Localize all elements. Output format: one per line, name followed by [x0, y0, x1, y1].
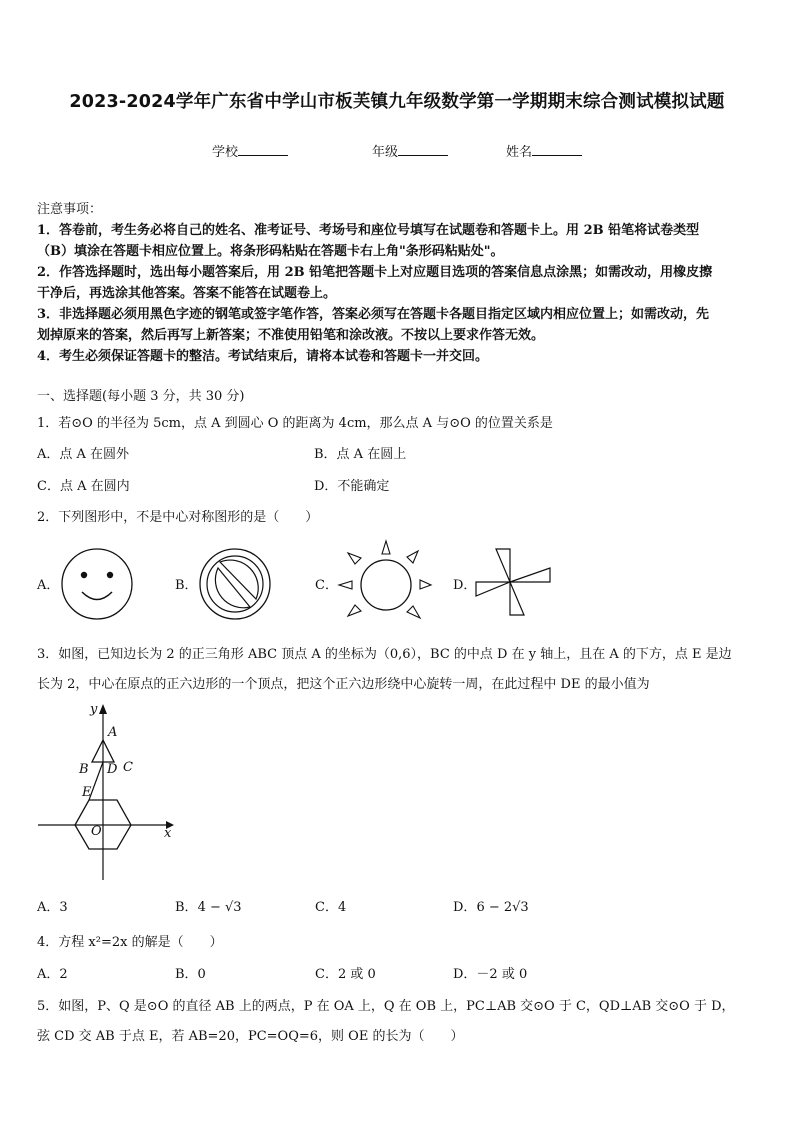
section-heading: 一、选择题(每小题 3 分，共 30 分)	[37, 389, 245, 404]
school-blank	[238, 143, 288, 156]
note-2a: 2．作答选择题时，选出每小题答案后，用 2B 铅笔把答题卡上对应题目选项的答案信息点涂黑；如需改动，用橡皮擦	[37, 265, 713, 280]
q4-option-a: A．2	[37, 967, 68, 982]
grade-blank	[398, 143, 448, 156]
name-label: 姓名	[506, 145, 533, 160]
q3-stem-line-1: 3．如图，已知边长为 2 的正三角形 ABC 顶点 A 的坐标为（0,6），BC 的中点 D 在 y 轴上，且在 A 的下方，点 E 是边	[37, 647, 732, 662]
fig-point-c: C	[123, 760, 133, 775]
q3-option-d-label: D．	[453, 900, 477, 915]
q3-option-b-expression: 4 − √3	[197, 900, 242, 915]
q3-option-d-expression: 6 − 2√3	[476, 900, 529, 915]
smiley-face-figure	[60, 547, 134, 621]
q1-option-c: C．点 A 在圆内	[37, 479, 130, 494]
note-1a: 1．答卷前，考生务必将自己的姓名、准考证号、考场号和座位号填写在试题卷和答题卡上。用 2B 铅笔将试卷类型	[37, 223, 700, 238]
prohibition-sign-figure	[198, 547, 272, 621]
note-3b: 划掉原来的答案，然后再写上新答案；不准使用铅笔和涂改液。不按以上要求作答无效。	[37, 328, 545, 343]
name-blank	[532, 143, 582, 156]
fig-origin-o: O	[91, 824, 102, 839]
grade-field	[372, 141, 448, 160]
q4-option-d: D．－2 或 0	[453, 967, 528, 982]
note-1b: （B）填涂在答题卡相应位置上。将条形码粘贴在答题卡右上角"条形码粘贴处"。	[37, 244, 504, 259]
note-2b: 干净后，再选涂其他答案。答案不能答在试题卷上。	[37, 286, 337, 301]
q4-option-b: B．0	[175, 967, 206, 982]
pinwheel-figure	[472, 547, 554, 619]
school-field	[212, 141, 288, 160]
fig-point-e: E	[82, 785, 92, 800]
q3-option-d	[453, 898, 529, 918]
q1-option-a: A．点 A 在圆外	[37, 447, 130, 462]
q3-option-b	[175, 898, 242, 918]
q1-option-b: B．点 A 在圆上	[314, 447, 407, 462]
fig-point-b: B	[79, 762, 89, 777]
q1-option-d: D．不能确定	[314, 479, 390, 494]
exam-title: 2023-2024学年广东省中学山市板芙镇九年级数学第一学期期末综合测试模拟试题	[69, 92, 725, 112]
q3-stem-line-2: 长为 2，中心在原点的正六边形的一个顶点，把这个正六边形绕中心旋转一周，在此过程中 DE 的最小值为	[37, 677, 650, 692]
sun-figure	[334, 538, 438, 630]
fig-y-label: y	[90, 702, 98, 717]
q3-option-b-label: B．	[175, 900, 198, 915]
name-field	[506, 141, 582, 160]
q2-option-a-label: A．	[37, 578, 60, 593]
q3-option-a: A．3	[37, 900, 68, 915]
q2-option-d-label: D．	[453, 578, 477, 593]
note-3a: 3．非选择题必须用黑色字迹的钢笔或签字笔作答，答案必须写在答题卡各题目指定区域内相应位置上；如需改动，先	[37, 307, 710, 322]
q4-stem: 4．方程 x²=2x 的解是（ ）	[37, 935, 223, 950]
q2-option-c-label: C．	[315, 578, 338, 593]
notes-heading: 注意事项：	[37, 202, 103, 217]
q1-stem: 1．若⊙O 的半径为 5cm，点 A 到圆心 O 的距离为 4cm，那么点 A 与⊙O 的位置关系是	[37, 416, 553, 431]
school-label: 学校	[212, 145, 239, 160]
grade-label: 年级	[372, 145, 399, 160]
q2-stem: 2．下列图形中，不是中心对称图形的是（ ）	[37, 510, 319, 525]
fig-point-a: A	[108, 725, 118, 740]
q5-stem-line-1: 5．如图，P、Q 是⊙O 的直径 AB 上的两点，P 在 OA 上，Q 在 OB 上，PC⊥AB 交⊙O 于 C，QD⊥AB 交⊙O 于 D，	[37, 999, 735, 1014]
fig-x-label: x	[164, 826, 172, 841]
note-4: 4．考生必须保证答题卡的整洁。考试结束后，请将本试卷和答题卡一并交回。	[37, 349, 489, 364]
q5-stem-line-2: 弦 CD 交 AB 于点 E，若 AB=20，PC=OQ=6，则 OE 的长为（ ）	[37, 1029, 464, 1044]
fig-point-d: D	[107, 762, 118, 777]
q2-option-b-label: B．	[175, 578, 198, 593]
q3-option-c: C．4	[315, 900, 347, 915]
q4-option-c: C．2 或 0	[315, 967, 376, 982]
